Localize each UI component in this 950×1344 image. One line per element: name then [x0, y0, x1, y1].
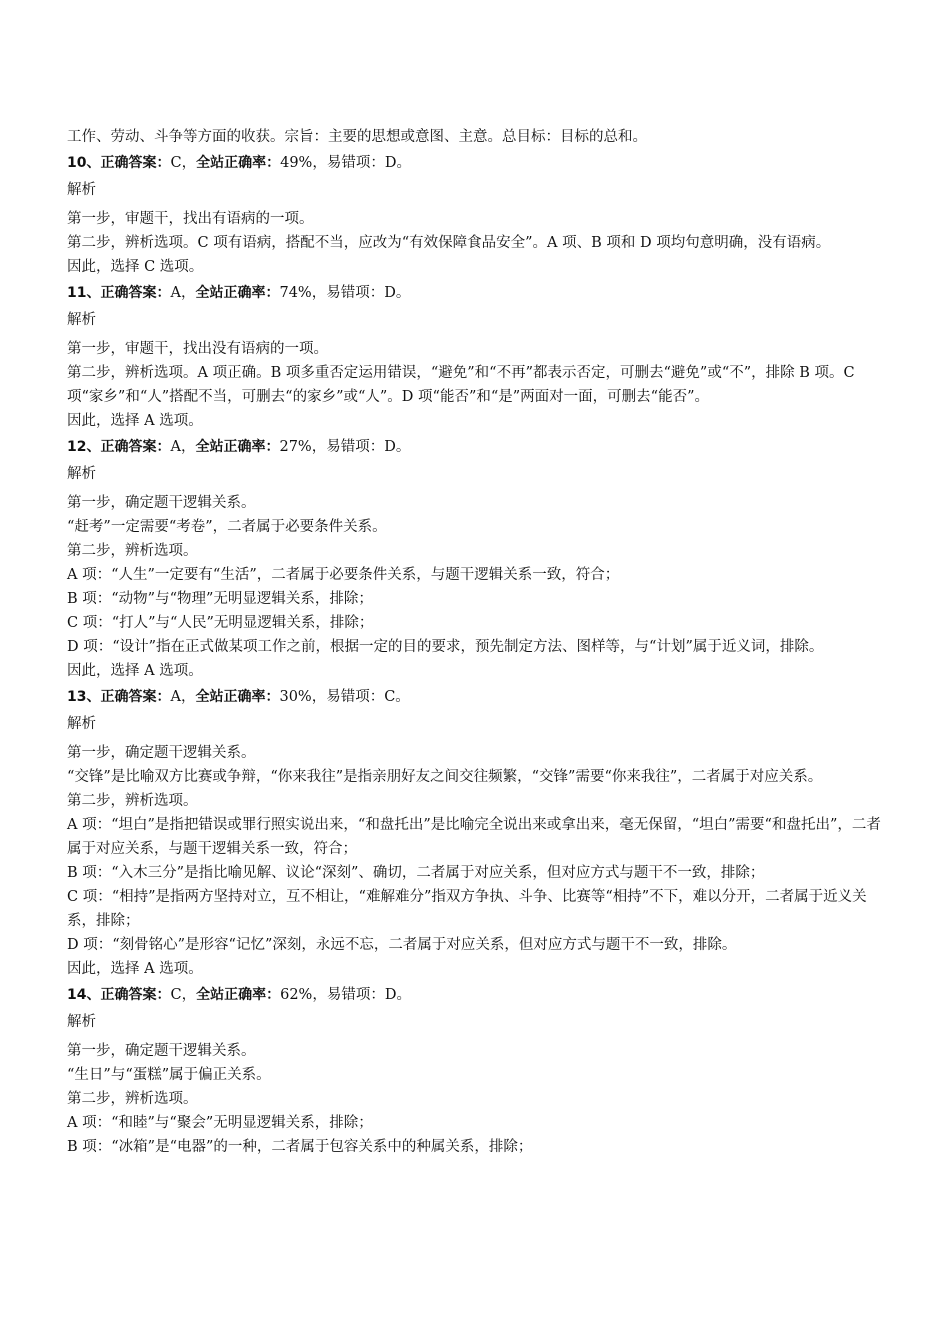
- analysis-line: C 项：“打人”与“人民”无明显逻辑关系，排除；: [67, 614, 374, 631]
- analysis-heading: 解析: [67, 182, 96, 198]
- correct-answer-label: 正确答案：: [100, 154, 171, 171]
- analysis-line: B 项：“冰箱”是“电器”的一种，二者属于包容关系中的种属关系，排除；: [67, 1138, 533, 1155]
- analysis-line: 第二步，辨析选项。: [67, 1090, 198, 1107]
- analysis-line: 因此，选择 A 选项。: [67, 412, 203, 429]
- analysis-line: B 项：“动物”与“物理”无明显逻辑关系，排除；: [67, 590, 373, 607]
- answer-line: [67, 984, 883, 1008]
- correct-answer-value: A，: [170, 284, 196, 301]
- analysis-line: 第一步，确定题干逻辑关系。: [67, 744, 256, 761]
- analysis-line: 因此，选择 A 选项。: [67, 960, 203, 977]
- question-block: [67, 686, 883, 981]
- question-number: 13、: [67, 688, 101, 705]
- analysis-line: D 项：“刻骨铭心”是形容“记忆”深刻，永远不忘，二者属于对应关系，但对应方式与题干不一致，排除。: [67, 936, 737, 953]
- common-mistake: 易错项：D。: [326, 154, 411, 171]
- correct-answer-value: C，: [170, 154, 197, 171]
- common-mistake: 易错项：D。: [326, 284, 411, 301]
- question-number: 10、: [67, 154, 101, 171]
- analysis-line: “生日”与“蛋糕”属于偏正关系。: [67, 1066, 271, 1083]
- correct-answer-value: C，: [170, 986, 197, 1003]
- correct-answer-label: 正确答案：: [100, 986, 171, 1003]
- accuracy-label: 全站正确率：: [195, 284, 280, 301]
- analysis-line: 因此，选择 A 选项。: [67, 662, 203, 679]
- analysis-line: A 项：“坦白”是指把错误或罪行照实说出来，“和盘托出”是比喻完全说出来或拿出来，毫无保留，“坦白”需要“和盘托出”，二者属于对应关系，与题干逻辑关系一致，符合；: [67, 816, 881, 857]
- accuracy-label: 全站正确率：: [196, 154, 281, 171]
- question-number: 12、: [67, 438, 101, 455]
- accuracy-value: 49%，: [280, 154, 327, 171]
- analysis-line: D 项：“设计”指在正式做某项工作之前，根据一定的目的要求，预先制定方法、图样等，与“计划”属于近义词，排除。: [67, 638, 824, 655]
- intro-line: 工作、劳动、斗争等方面的收获。宗旨：主要的思想或意图、主意。总目标：目标的总和。: [67, 129, 647, 145]
- question-block: [67, 152, 883, 279]
- answer-line: [67, 686, 883, 710]
- analysis-line: 第一步，确定题干逻辑关系。: [67, 494, 256, 511]
- accuracy-value: 74%，: [279, 284, 327, 301]
- analysis-line: 第二步，辨析选项。: [67, 792, 198, 809]
- correct-answer-label: 正确答案：: [100, 438, 171, 455]
- analysis-line: “交锋”是比喻双方比赛或争辩，“你来我往”是指亲朋好友之间交往频繁，“交锋”需要“你来我往”，二者属于对应关系。: [67, 768, 823, 785]
- correct-answer-label: 正确答案：: [100, 688, 171, 705]
- document-page: [67, 126, 883, 1162]
- accuracy-value: 30%，: [279, 688, 327, 705]
- question-number: 14、: [67, 986, 101, 1003]
- correct-answer-value: A，: [170, 438, 196, 455]
- correct-answer-value: A，: [170, 688, 196, 705]
- analysis-heading: 解析: [67, 466, 96, 482]
- accuracy-label: 全站正确率：: [195, 438, 280, 455]
- analysis-line: A 项：“人生”一定要有“生活”，二者属于必要条件关系，与题干逻辑关系一致，符合；: [67, 566, 620, 583]
- question-block: [67, 436, 883, 683]
- analysis-line: 第一步，确定题干逻辑关系。: [67, 1042, 256, 1059]
- analysis-line: 第二步，辨析选项。: [67, 542, 198, 559]
- analysis-line: 因此，选择 C 选项。: [67, 258, 204, 275]
- accuracy-label: 全站正确率：: [196, 986, 281, 1003]
- analysis-line: “赶考”一定需要“考卷”，二者属于必要条件关系。: [67, 518, 387, 535]
- analysis-line: 第一步，审题干，找出没有语病的一项。: [67, 340, 328, 357]
- accuracy-value: 27%，: [279, 438, 327, 455]
- analysis-line: 第二步，辨析选项。C 项有语病，搭配不当，应改为“有效保障食品安全”。A 项、B 项和 D 项均句意明确，没有语病。: [67, 234, 831, 251]
- question-block: [67, 282, 883, 433]
- analysis-heading: 解析: [67, 716, 96, 732]
- common-mistake: 易错项：D。: [326, 986, 411, 1003]
- analysis-line: B 项：“入木三分”是指比喻见解、议论“深刻”、确切，二者属于对应关系，但对应方式与题干不一致，排除；: [67, 864, 765, 881]
- analysis-line: A 项：“和睦”与“聚会”无明显逻辑关系，排除；: [67, 1114, 373, 1131]
- question-block: [67, 984, 883, 1159]
- accuracy-label: 全站正确率：: [195, 688, 280, 705]
- analysis-line: 第一步，审题干，找出有语病的一项。: [67, 210, 314, 227]
- analysis-heading: 解析: [67, 312, 96, 328]
- analysis-line: 第二步，辨析选项。A 项正确。B 项多重否定运用错误，“避免”和“不再”都表示否定，可删去“避免”或“不”，排除 B 项。C 项“家乡”和“人”搭配不当，可删去“的家乡”或“人”。D 项“能否”和“是”两面对一面，可删去“能否”。: [67, 364, 855, 405]
- accuracy-value: 62%，: [280, 986, 327, 1003]
- answer-line: [67, 152, 883, 176]
- analysis-line: C 项：“相持”是指两方坚持对立，互不相让，“难解难分”指双方争执、斗争、比赛等“相持”不下，难以分开，二者属于近义关系，排除；: [67, 888, 867, 929]
- answer-line: [67, 282, 883, 306]
- question-number: 11、: [67, 284, 101, 301]
- common-mistake: 易错项：D。: [326, 438, 411, 455]
- common-mistake: 易错项：C。: [326, 688, 410, 705]
- analysis-heading: 解析: [67, 1014, 96, 1030]
- correct-answer-label: 正确答案：: [100, 284, 171, 301]
- answer-line: [67, 436, 883, 460]
- questions-list: [67, 152, 883, 1159]
